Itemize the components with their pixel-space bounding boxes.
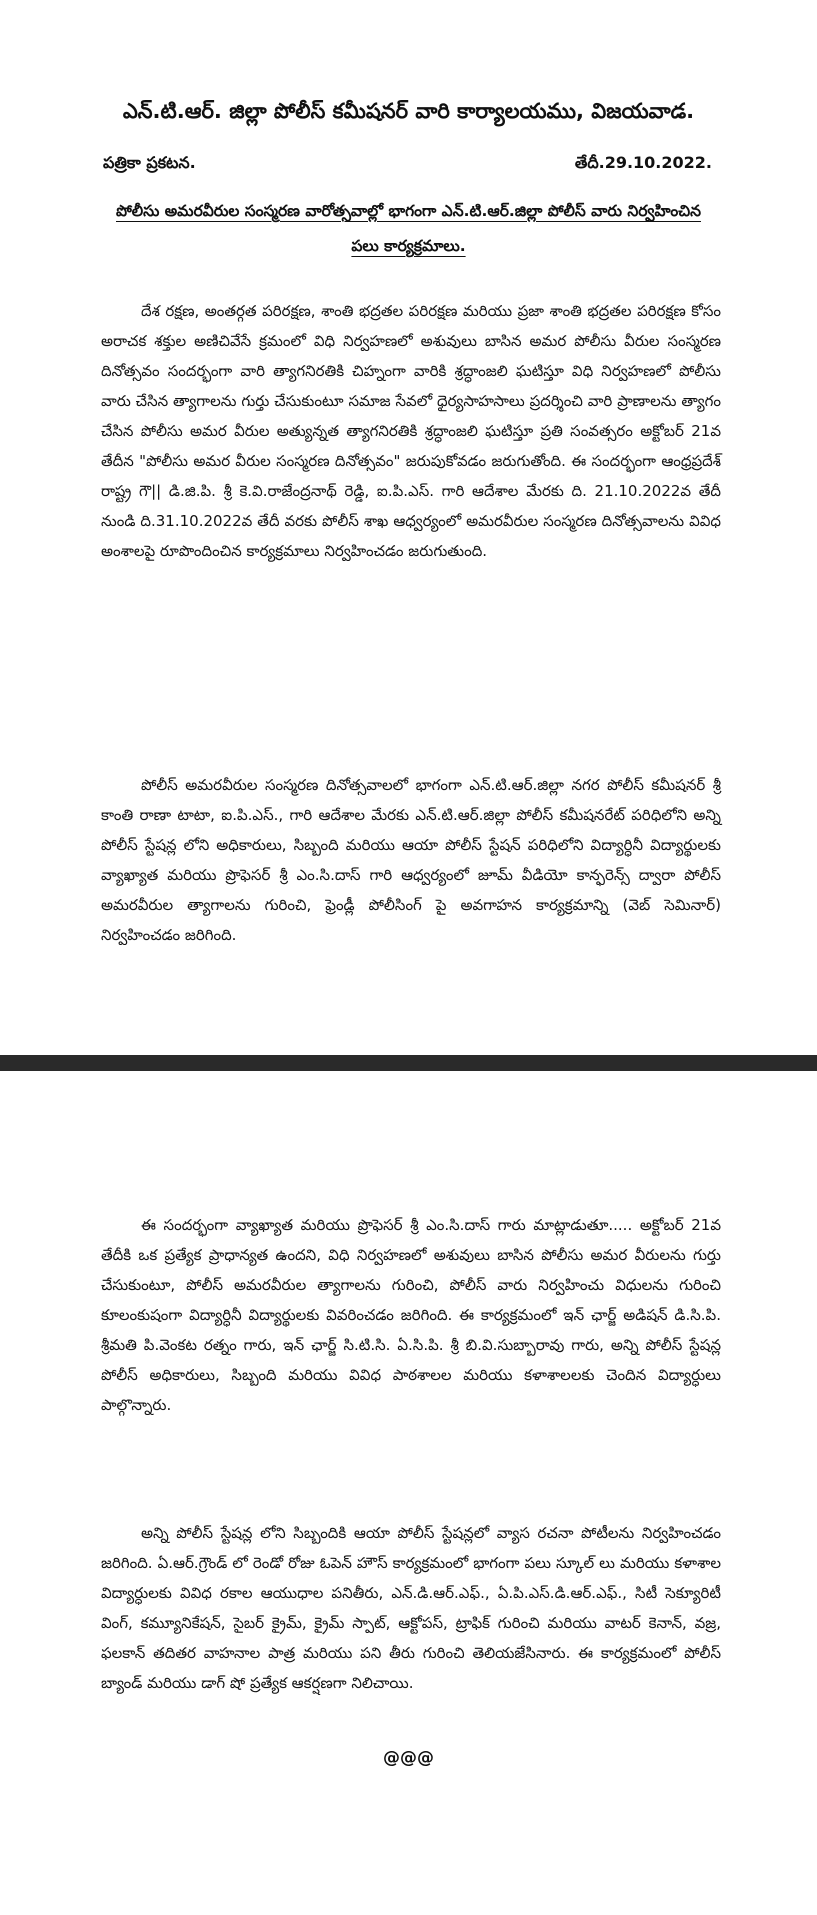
subject-text: పోలీసు అమరవీరుల సంస్మరణ వారోత్సవాల్లో భాగంగా ఎన్.టి.ఆర్.జిల్లా పోలీస్ వారు నిర్వహించిన పలు కార్యక్రమాలు. [116, 202, 701, 255]
document-page-2 [0, 1071, 817, 1915]
release-date: తేదీ.29.10.2022. [574, 153, 712, 172]
paragraph-3: ఈ సందర్భంగా వ్యాఖ్యాత మరియు ప్రొఫెసర్ శ్రీ ఎం.సి.దాస్ గారు మాట్లాడుతూ..... అక్టోబర్ 21వ తేదీకి ఒక ప్రత్యేక ప్రాధాన్యత ఉందని, విధి నిర్వహణలో అశువులు బాసిన పోలీసు అమర వీరులను గుర్తు చేసుకుంటూ, పోలీస్ అమరవీరుల త్యాగాలను గురించి, పోలీస్ వారు నిర్వహించు విధులను గురించి కూలంకుషంగా విద్యార్ధినీ విద్యార్థులకు వివరించడం జరిగింది. ఈ కార్యక్రమంలో ఇన్ ఛార్జ్ అడిషన్ డి.సి.పి. శ్రీమతి పి.వెంకట రత్నం గారు, ఇన్ ఛార్జ్ సి.టి.సి. ఏ.సి.పి. శ్రీ బి.వి.సుబ్బారావు గారు, అన్ని పోలీస్ స్టేషన్ల పోలీస్ అధికారులు, సిబ్బంది మరియు వివిధ పాఠశాలల మరియు కళాశాలలకు చెందిన విద్యార్ధులు పాల్గొన్నారు. [101, 1216, 721, 1414]
paragraph-1: దేశ రక్షణ, అంతర్గత పరిరక్షణ, శాంతి భద్రతల పరిరక్షణ మరియు ప్రజా శాంతి భద్రతల పరిరక్షణ కోసం అరాచక శక్తుల అణిచివేసే క్రమంలో విధి నిర్వహణలో అశువులు బాసిన అమర పోలీసు వీరుల సంస్మరణ దినోత్సవం సందర్భంగా వారి త్యాగనిరతికి చిహ్నంగా వారికి శ్రద్ధాంజలి ఘటిస్తూ విధి నిర్వహణలో పోలీసు వారు చేసిన త్యాగాలను గుర్తు చేసుకుంటూ సమాజ సేవలో ధైర్యసాహసాలు ప్రదర్శించి వారి ప్రాణాలను త్యాగం చేసిన పోలీసు అమర వీరుల అత్యున్నత త్యాగనిరతికి శ్రద్ధాంజలి ఘటిస్తూ ప్రతి సంవత్సరం అక్టోబర్ 21వ తేదీన "పోలీసు అమర వీరుల సంస్మరణ దినోత్సవం" జరుపుకోవడం జరుగుతోంది. ఈ సందర్భంగా ఆంధ్రప్రదేశ్ రాష్ట్ర గౌ|| డి.జి.పి. శ్రీ కె.వి.రాజేంద్రనాథ్ రెడ్డి, ఐ.పి.ఎస్. గారి ఆదేశాల మేరకు ది. 21.10.2022వ తేదీ నుండి ది.31.10.2022వ తేదీ వరకు పోలీస్ శాఖ ఆధ్వర్యంలో అమరవీరుల సంస్మరణ దినోత్సవాలను వివిధ అంశాలపై రూపొందించిన కార్యక్రమాలు నిర్వహించడం జరుగుతుంది. [101, 302, 721, 560]
paragraph-2: పోలీస్ అమరవీరుల సంస్మరణ దినోత్సవాలలో భాగంగా ఎన్.టి.ఆర్.జిల్లా నగర పోలీస్ కమీషనర్ శ్రీ కాంతి రాణా టాటా, ఐ.పి.ఎస్., గారి ఆదేశాల మేరకు ఎన్.టి.ఆర్.జిల్లా పోలీస్ కమీషనరేట్ పరిధిలోని అన్ని పోలీస్ స్టేషన్ల లోని అధికారులు, సిబ్బంది మరియు ఆయా పోలీస్ స్టేషన్ పరిధిలోని విద్యార్ధినీ విద్యార్థులకు వ్యాఖ్యాత మరియు ప్రొఫెసర్ శ్రీ ఎం.సి.దాస్ గారి ఆధ్వర్యంలో జూమ్ వీడియో కాన్ఫరెన్స్ ద్వారా పోలీస్ అమరవీరుల త్యాగాలను గురించి, ఫ్రెండ్లీ పోలీసింగ్ పై అవగాహన కార్యక్రమాన్ని (వెబ్ సెమినార్) నిర్వహించడం జరిగింది. [101, 776, 721, 944]
office-title: ఎన్.టి.ఆర్. జిల్లా పోలీస్ కమీషనర్ వారి కార్యాలయము, విజయవాడ. [122, 99, 695, 123]
page-separator [0, 1055, 817, 1071]
press-release-label: పత్రికా ప్రకటన. [103, 153, 196, 172]
closing-mark: @@@ [383, 1748, 434, 1768]
paragraph-4: అన్ని పోలీస్ స్టేషన్ల లోని సిబ్బందికి ఆయా పోలీస్ స్టేషన్లలో వ్యాస రచనా పోటీలను నిర్వహించడం జరిగింది. ఏ.ఆర్.గ్రౌండ్ లో రెండో రోజు ఓపెన్ హౌస్ కార్యక్రమంలో భాగంగా పలు స్కూల్ లు మరియు కళాశాల విద్యార్ధులకు వివిధ రకాల ఆయుధాల పనితీరు, ఎన్.డి.ఆర్.ఎఫ్., ఏ.పి.ఎస్.డి.ఆర్.ఎఫ్., సిటీ సెక్యూరిటీ వింగ్, కమ్యూనికేషన్, సైబర్ క్రైమ్, క్రైమ్ స్పాట్, ఆక్టోపస్, ట్రాఫిక్ గురించి మరియు వాటర్ కెనాన్, వజ్ర, ఫలకాన్ తదితర వాహనాల పాత్ర మరియు పని తీరు గురించి తెలియజేసినారు. ఈ కార్యక్రమంలో పోలీస్ బ్యాండ్ మరియు డాగ్ షో ప్రత్యేక ఆకర్షణగా నిలిచాయి. [101, 1524, 721, 1692]
subject-heading [100, 194, 717, 264]
